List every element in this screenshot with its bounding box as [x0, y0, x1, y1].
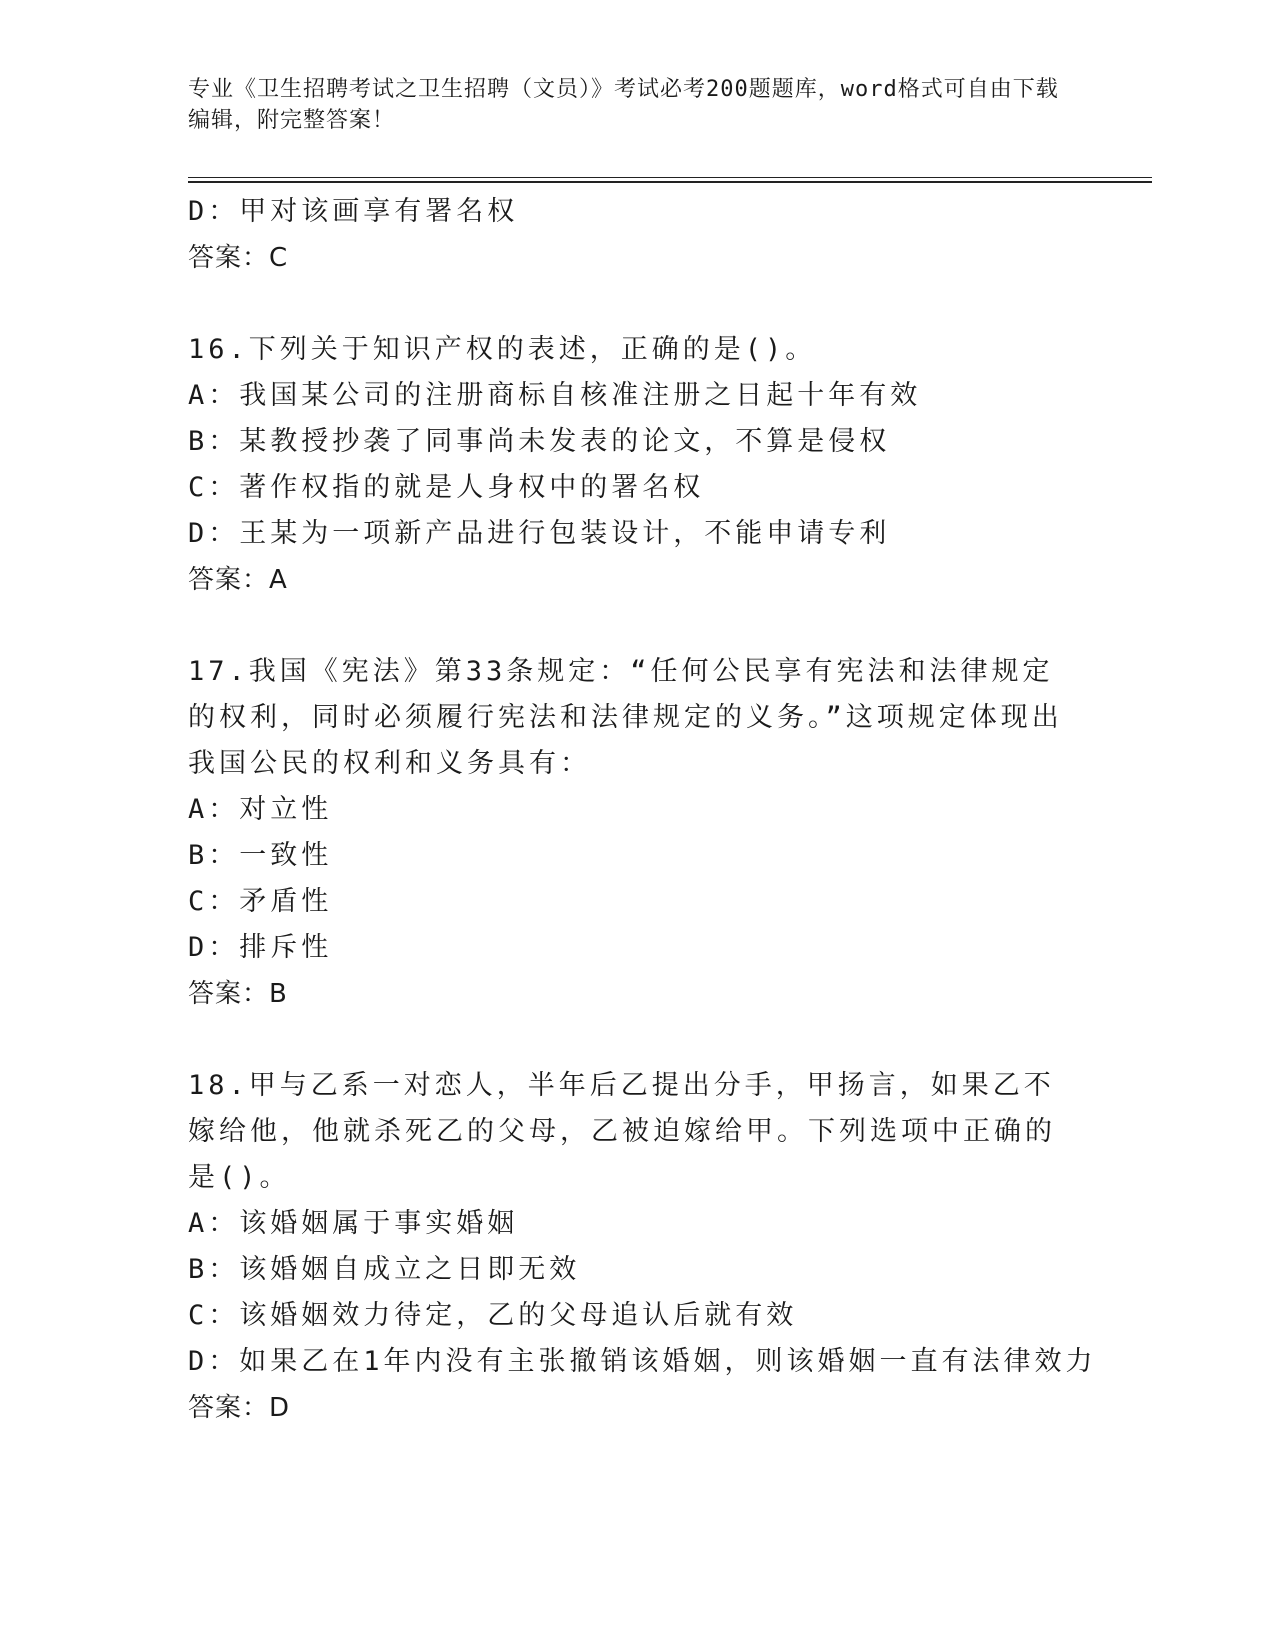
- question-stem: 17.我国《宪法》第33条规定：“任何公民享有宪法和法律规定的权利，同时必须履行宪法和法律规定的义务。”这项规定体现出我国公民的权利和义务具有：: [188, 656, 1063, 779]
- option-d: D：排斥性: [188, 932, 333, 963]
- option-d: D：甲对该画享有署名权: [188, 196, 519, 227]
- question-18: [188, 1063, 1097, 1431]
- option-b: B：该婚姻自成立之日即无效: [188, 1254, 581, 1285]
- answer-line: 答案：C: [188, 243, 289, 273]
- option-a: A：对立性: [188, 794, 333, 825]
- document-header: 专业《卫生招聘考试之卫生招聘（文员）》考试必考200题题库，word格式可自由下载编辑，附完整答案！: [188, 77, 1059, 133]
- carryover-block: [188, 189, 1088, 281]
- option-c: C：该婚姻效力待定，乙的父母追认后就有效: [188, 1300, 798, 1331]
- option-c: C：著作权指的就是人身权中的署名权: [188, 472, 705, 503]
- question-stem: 18.甲与乙系一对恋人，半年后乙提出分手，甲扬言，如果乙不嫁给他，他就杀死乙的父母，乙被迫嫁给甲。下列选项中正确的是()。: [188, 1070, 1056, 1193]
- question-stem: 16.下列关于知识产权的表述，正确的是()。: [188, 334, 817, 365]
- option-d: D：王某为一项新产品进行包装设计，不能申请专利: [188, 518, 891, 549]
- option-a: A：该婚姻属于事实婚姻: [188, 1208, 519, 1239]
- answer-line: 答案：D: [188, 1393, 291, 1423]
- question-16: [188, 327, 1088, 603]
- option-c: C：矛盾性: [188, 886, 333, 917]
- answer-line: 答案：B: [188, 979, 288, 1009]
- header-divider: [188, 177, 1152, 183]
- option-d: D：如果乙在1年内没有主张撤销该婚姻，则该婚姻一直有法律效力: [188, 1346, 1097, 1377]
- option-b: B：一致性: [188, 840, 333, 871]
- question-list: [188, 189, 1097, 1431]
- option-b: B：某教授抄袭了同事尚未发表的论文，不算是侵权: [188, 426, 891, 457]
- question-17: [188, 649, 1088, 1017]
- answer-line: 答案：A: [188, 565, 288, 595]
- option-a: A：我国某公司的注册商标自核准注册之日起十年有效: [188, 380, 922, 411]
